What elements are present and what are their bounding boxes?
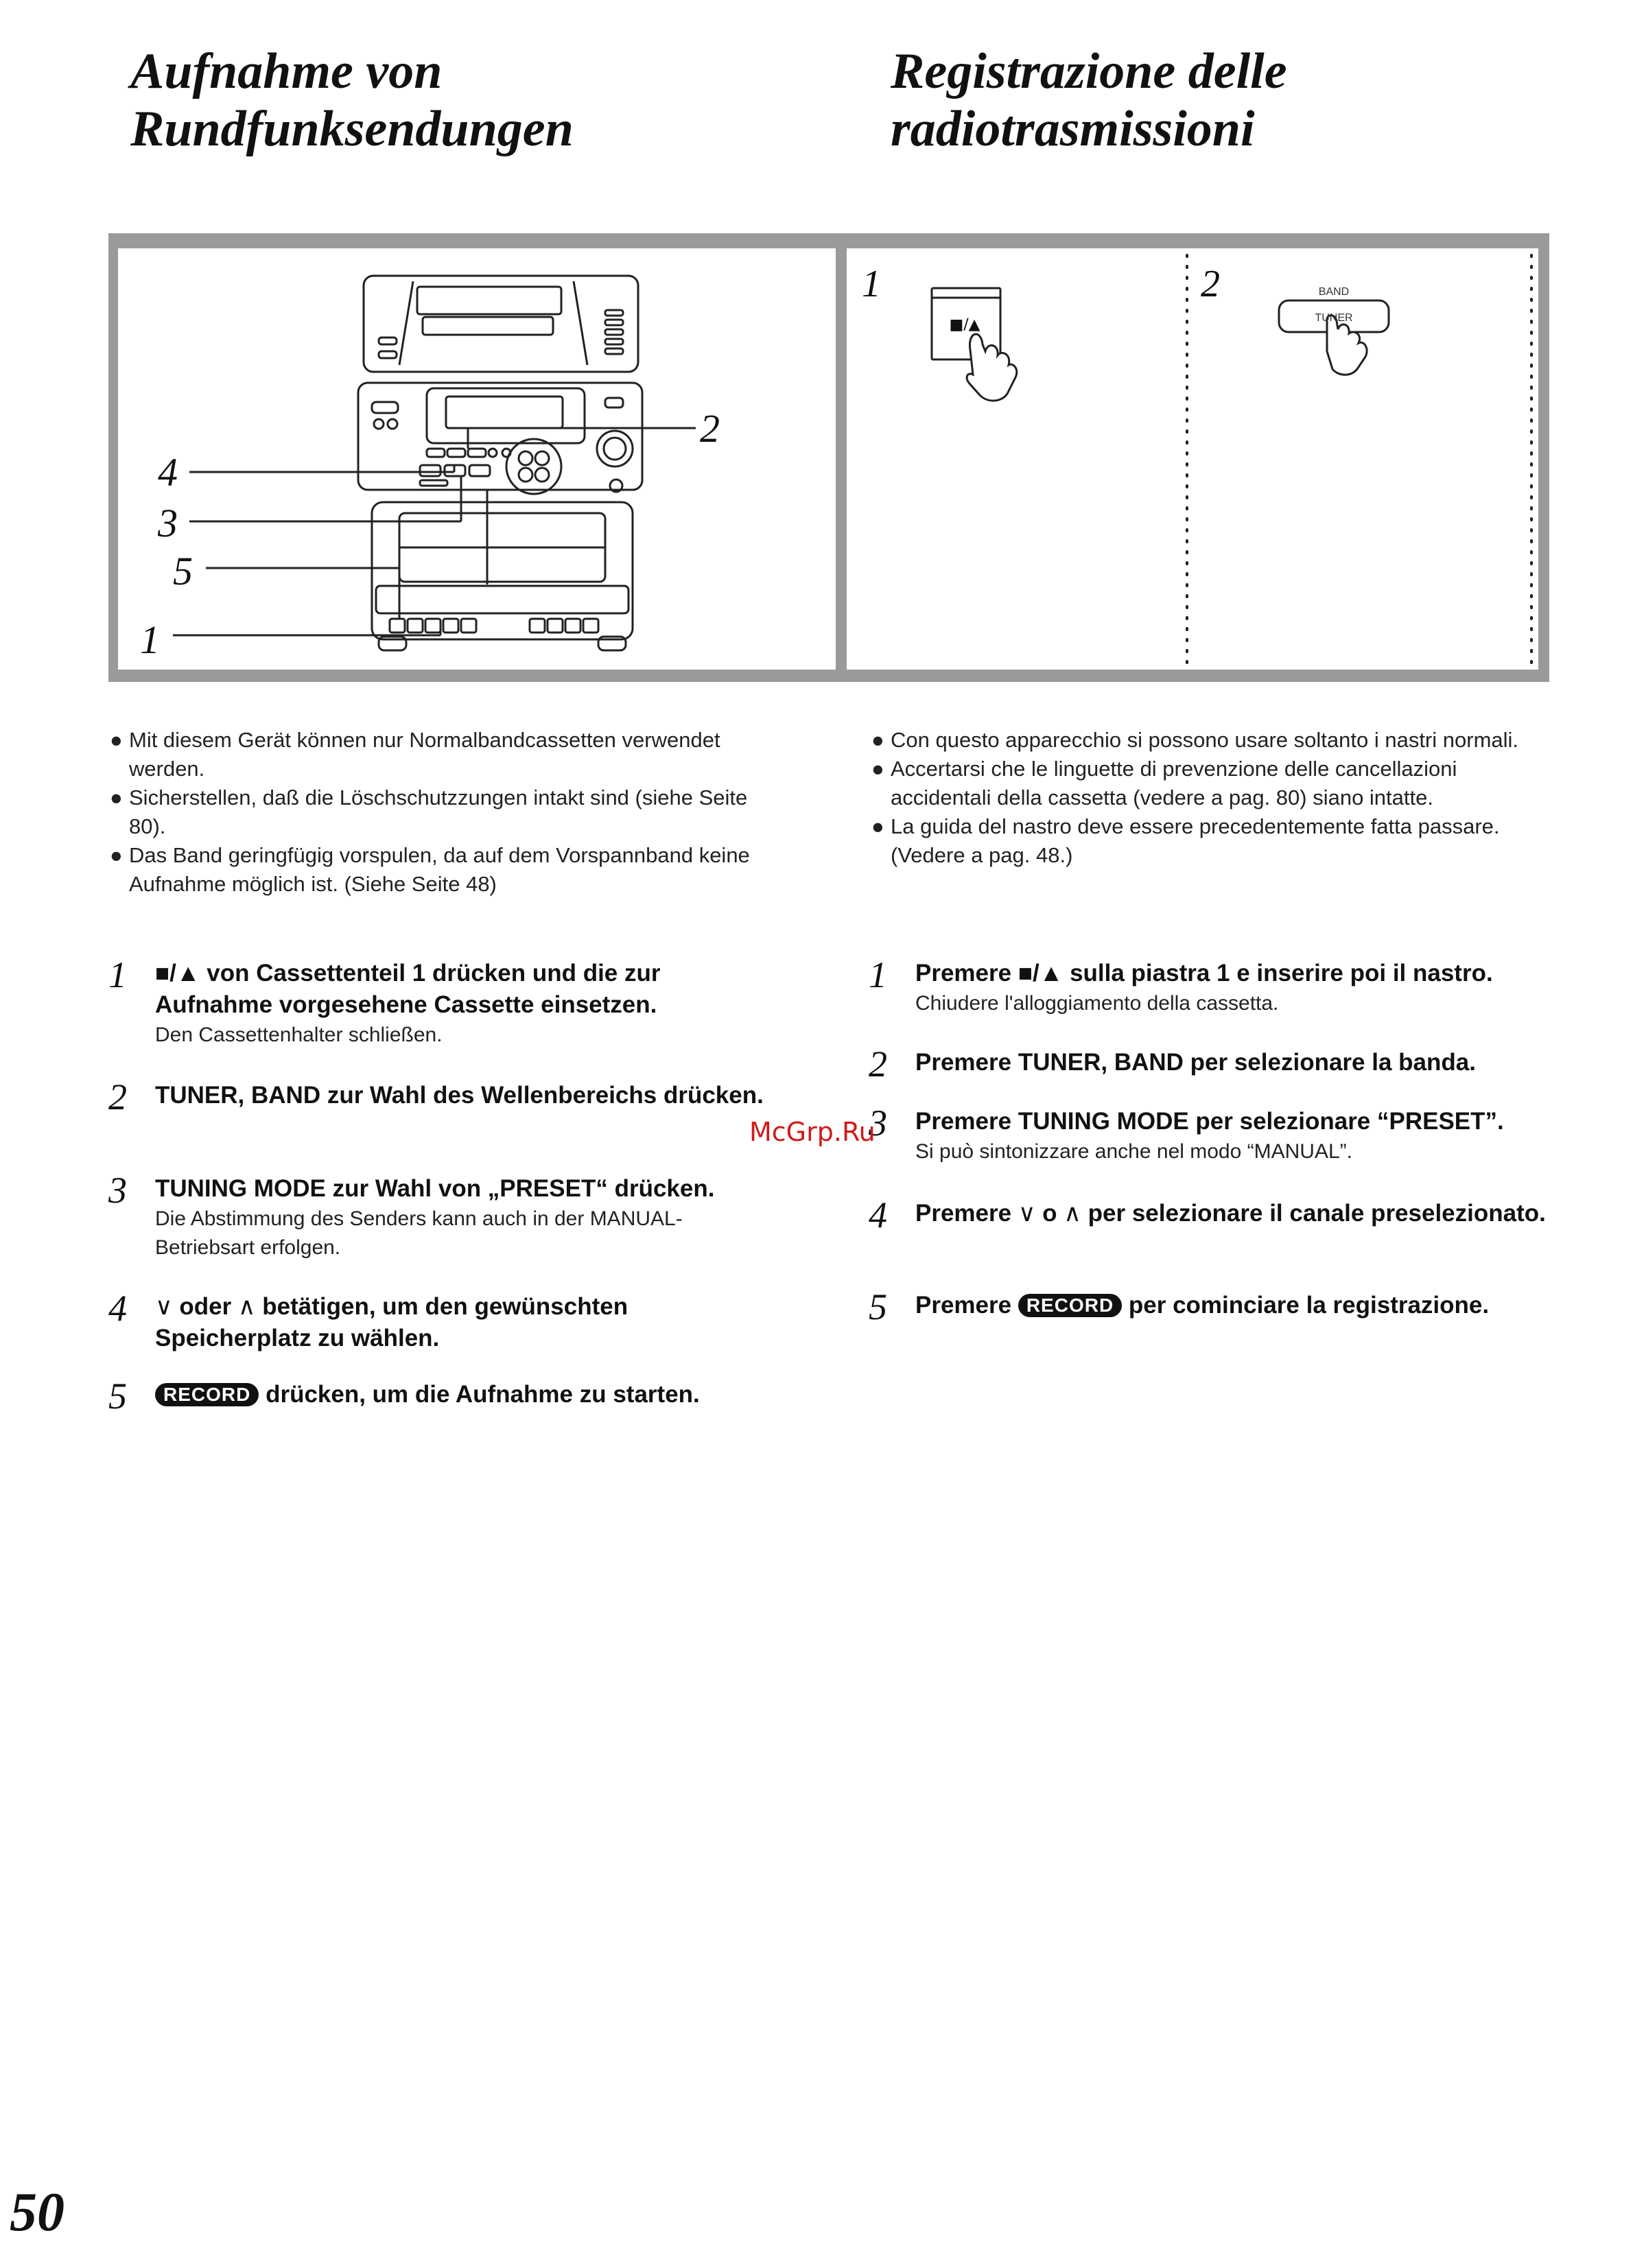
step-note: Die Abstimmung des Senders kann auch in der MANUAL-Betriebsart erfolgen. (155, 1207, 683, 1259)
step-instruction: TUNING MODE zur Wahl von „PRESET“ drücken. (155, 1175, 715, 1202)
step-number: 2 (869, 1043, 887, 1085)
stereo-unit-drawing (118, 248, 836, 670)
step-instruction: betätigen, um den gewünschten Speicherplatz zu wählen. (155, 1293, 628, 1351)
step-instruction: Premere TUNER, BAND per selezionare la banda. (915, 1049, 1476, 1076)
italian-note: ● Accertarsi che le linguette di prevenzione delle cancellazioni accidentali della cassetta (vedere a pag. 80) siano intatte. (871, 757, 1457, 810)
german-note: ● Mit diesem Gerät können nur Normalbandcassetten verwendet werden. (110, 728, 720, 781)
page-number: 50 (10, 2182, 64, 2243)
step-instruction: von Cassettenteil 1 drücken und die zur Aufnahme vorgesehene Cassette einsetzen. (155, 960, 661, 1018)
up-symbol: ∧ (237, 1293, 256, 1320)
stop-eject-symbol: ■/▲ (155, 960, 200, 987)
step-instruction: Premere (915, 1292, 1018, 1319)
tuner-button-label: TUNER (1315, 312, 1353, 324)
german-title (130, 43, 574, 158)
callout-5: 5 (173, 549, 193, 593)
step-instruction: Premere (915, 1200, 1018, 1227)
step-number: 2 (108, 1076, 127, 1118)
italian-note: ● La guida del nastro deve essere precedentemente fatta passare. (Vedere a pag. 48.) (871, 814, 1500, 867)
italian-title-line1: Registrazione delle (891, 43, 1287, 99)
watermark: McGrp.Ru (749, 1117, 876, 1147)
step-note: Chiudere l'alloggiamento della cassetta. (915, 992, 1279, 1015)
figure-step-1-label: 1 (862, 263, 881, 305)
italian-note: ● Con questo apparecchio si possono usare soltanto i nastri normali. (871, 728, 1519, 752)
step-number: 3 (108, 1170, 127, 1211)
step-number: 1 (869, 954, 887, 995)
italian-title (891, 43, 1287, 158)
up-symbol: ∧ (1064, 1200, 1081, 1227)
step-note: Si può sintonizzare anche nel modo “MANUAL”. (915, 1140, 1352, 1163)
german-note: ● Sicherstellen, daß die Löschschutzzungen intakt sind (siehe Seite 80). (110, 785, 748, 838)
step-instruction: TUNER, BAND zur Wahl des Wellenbereichs drücken. (155, 1082, 764, 1109)
step-instruction-mid: o (1035, 1200, 1064, 1227)
german-notes (108, 726, 753, 899)
record-button-badge: RECORD (155, 1383, 259, 1406)
step-number: 1 (108, 954, 127, 995)
german-title-line2: Rundfunksendungen (130, 101, 574, 157)
step-number: 5 (869, 1286, 887, 1327)
stop-eject-symbol: ■/▲ (1018, 960, 1064, 987)
step-instruction-end: per cominciare la registrazione. (1122, 1292, 1490, 1319)
illustration-frame (108, 233, 1549, 682)
band-label: BAND (1318, 286, 1350, 298)
step-number: 3 (869, 1102, 887, 1144)
step-instruction-end: sulla piastra 1 e inserire poi il nastro. (1063, 960, 1493, 987)
italian-notes (870, 726, 1549, 870)
step-illustrations (847, 248, 1538, 670)
step-instruction-mid: oder (172, 1293, 238, 1320)
callout-2: 2 (700, 406, 720, 451)
stop-eject-button-label: ■/▲ (949, 316, 980, 333)
step-instruction: drücken, um die Aufnahme zu starten. (259, 1381, 700, 1408)
step-instruction: Premere TUNING MODE per selezionare “PRESET”. (915, 1108, 1504, 1135)
callout-1: 1 (140, 617, 160, 662)
step-number: 5 (108, 1375, 127, 1417)
german-note: ● Das Band geringfügig vorspulen, da auf dem Vorspannband keine Aufnahme möglich ist. (Siehe Seite 48) (110, 843, 750, 896)
step-number: 4 (869, 1194, 887, 1236)
stereo-system-illustration (118, 248, 836, 670)
down-symbol: ∨ (155, 1293, 173, 1320)
step-instruction-end: per selezionare il canale preselezionato. (1081, 1200, 1546, 1227)
step-instruction: Premere (915, 960, 1018, 987)
callout-4: 4 (158, 450, 178, 495)
german-title-line1: Aufnahme von (130, 43, 443, 99)
italian-title-line2: radiotrasmissioni (891, 101, 1255, 157)
step-number: 4 (108, 1288, 127, 1329)
step-note: Den Cassettenhalter schließen. (155, 1024, 443, 1046)
callout-3: 3 (158, 501, 178, 545)
record-button-badge: RECORD (1018, 1294, 1122, 1317)
step-illustration-drawing (847, 248, 1538, 670)
down-symbol: ∨ (1018, 1200, 1036, 1227)
figure-step-2-label: 2 (1201, 263, 1220, 305)
